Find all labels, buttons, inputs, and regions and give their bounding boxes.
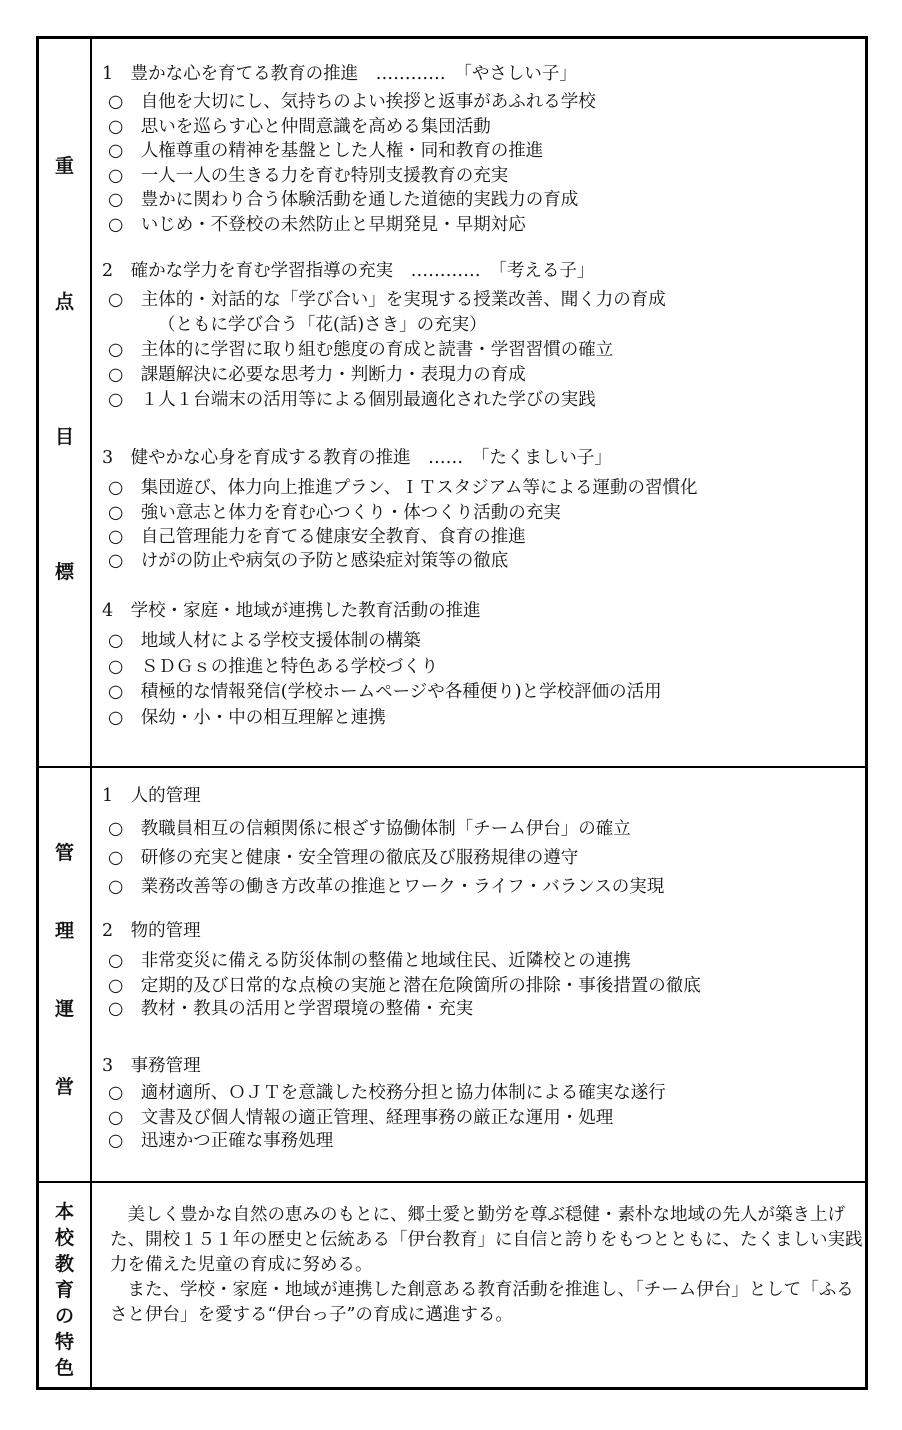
label-char: 理 xyxy=(54,920,74,942)
list-item: ○ １人１台端末の活用等による個別最適化された学びの実践 xyxy=(108,390,596,410)
label-char: 標 xyxy=(54,561,74,583)
list-item: ○ 定期的及び日常的な点検の実施と潜在危険箇所の排除・事後措置の徹底 xyxy=(108,976,701,996)
list-item: ○ 地域人材による学校支援体制の構築 xyxy=(108,631,421,651)
school-features-row xyxy=(39,1183,865,1387)
list-item: ○ 適材適所、ＯＪＴを意識した校務分担と協力体制による確実な遂行 xyxy=(108,1083,666,1103)
features-text xyxy=(110,1203,870,1328)
management-content xyxy=(92,768,865,1181)
section-heading: 4 学校・家庭・地域が連携した教育活動の推進 xyxy=(102,601,481,621)
priority-goals-content xyxy=(92,39,865,766)
list-item: ○ 強い意志と体力を育む心つくり・体つくり活動の充実 xyxy=(108,503,561,523)
list-item: ○ 文書及び個人情報の適正管理、経理事務の厳正な運用・処理 xyxy=(108,1108,614,1128)
list-item: ○ 豊かに関わり合う体験活動を通した道徳的実践力の育成 xyxy=(108,190,579,210)
list-item: ○ 保幼・小・中の相互理解と連携 xyxy=(108,708,386,728)
label-char: 教 xyxy=(54,1253,74,1275)
label-char: 重 xyxy=(54,155,74,177)
list-item: ○ 教材・教具の活用と学習環境の整備・充実 xyxy=(108,999,474,1019)
list-item: ○ 研修の充実と健康・安全管理の徹底及び服務規律の遵守 xyxy=(108,848,579,868)
section-heading: 3 健やかな心身を育成する教育の推進 …… 「たくましい子」 xyxy=(102,448,612,468)
label-char: 目 xyxy=(54,426,74,448)
label-char: 点 xyxy=(54,291,74,313)
list-item: ○ けがの防止や病気の予防と感染症対策等の徹底 xyxy=(108,551,509,571)
list-item: ○ 思いを巡らす心と仲間意識を高める集団活動 xyxy=(108,117,491,137)
list-item: ○ 迅速かつ正確な事務処理 xyxy=(108,1131,334,1151)
features-paragraph: また、学校・家庭・地域が連携した創意ある教育活動を推進し、「チーム伊台」として「ふるさと伊台」を愛する“伊台っ子”の育成に邁進する。 xyxy=(110,1280,854,1325)
list-item: ○ いじめ・不登校の未然防止と早期発見・早期対応 xyxy=(108,215,526,235)
label-char: の xyxy=(54,1305,74,1327)
label-char: 色 xyxy=(54,1357,74,1379)
priority-goals-row xyxy=(39,39,865,768)
list-item: ○ 主体的・対話的な「学び合い」を実現する授業改善、聞く力の育成 xyxy=(108,290,666,310)
label-char: 特 xyxy=(54,1331,74,1353)
section-heading: 3 事務管理 xyxy=(102,1056,201,1076)
school-features-label xyxy=(39,1183,92,1387)
school-plan-table xyxy=(36,36,868,1390)
label-char: 校 xyxy=(54,1227,74,1249)
list-item: ○ 一人一人の生きる力を育む特別支援教育の充実 xyxy=(108,166,509,186)
list-item: ○ 主体的に学習に取り組む態度の育成と読書・学習習慣の確立 xyxy=(108,340,614,360)
list-item: ○ 課題解決に必要な思考力・判断力・表現力の育成 xyxy=(108,365,526,385)
list-item-continuation: （ともに学び合う「花(話)さき」の充実） xyxy=(158,315,487,335)
list-item: ○ ＳＤＧｓの推進と特色ある学校づくり xyxy=(108,657,439,677)
section-heading: 1 豊かな心を育てる教育の推進 ………… 「やさしい子」 xyxy=(102,64,577,84)
label-char: 管 xyxy=(54,842,74,864)
section-heading: 2 確かな学力を育む学習指導の充実 ………… 「考える子」 xyxy=(102,261,595,281)
section-heading: 2 物的管理 xyxy=(102,921,201,941)
list-item: ○ 業務改善等の働き方改革の推進とワーク・ライフ・バランスの実現 xyxy=(108,877,665,897)
label-char: 運 xyxy=(54,998,74,1020)
section-heading: 1 人的管理 xyxy=(102,786,201,806)
label-char: 育 xyxy=(54,1279,74,1301)
features-paragraph: 美しく豊かな自然の恵みのもとに、郷土愛と勤労を尊ぶ穏健・素朴な地域の先人が築き上げた、開校１５１年の歴史と伝統ある「伊台教育」に自信と誇りをもつとともに、たくましい実践力を備えた児童の育成に努める。 xyxy=(110,1205,863,1275)
label-char: 本 xyxy=(54,1201,74,1223)
list-item: ○ 集団遊び、体力向上推進プラン、ＩＴスタジアム等による運動の習慣化 xyxy=(108,478,698,498)
priority-goals-label xyxy=(39,39,92,766)
list-item: ○ 教職員相互の信頼関係に根ざす協働体制「チーム伊台」の確立 xyxy=(108,819,631,839)
list-item: ○ 非常変災に備える防災体制の整備と地域住民、近隣校との連携 xyxy=(108,951,631,971)
school-features-content xyxy=(92,1183,865,1387)
list-item: ○ 積極的な情報発信(学校ホームページや各種便り)と学校評価の活用 xyxy=(108,682,662,702)
management-row xyxy=(39,768,865,1183)
list-item: ○ 自他を大切にし、気持ちのよい挨拶と返事があふれる学校 xyxy=(108,92,596,112)
label-char: 営 xyxy=(54,1076,74,1098)
management-label xyxy=(39,768,92,1181)
list-item: ○ 人権尊重の精神を基盤とした人権・同和教育の推進 xyxy=(108,141,544,161)
list-item: ○ 自己管理能力を育てる健康安全教育、食育の推進 xyxy=(108,527,526,547)
